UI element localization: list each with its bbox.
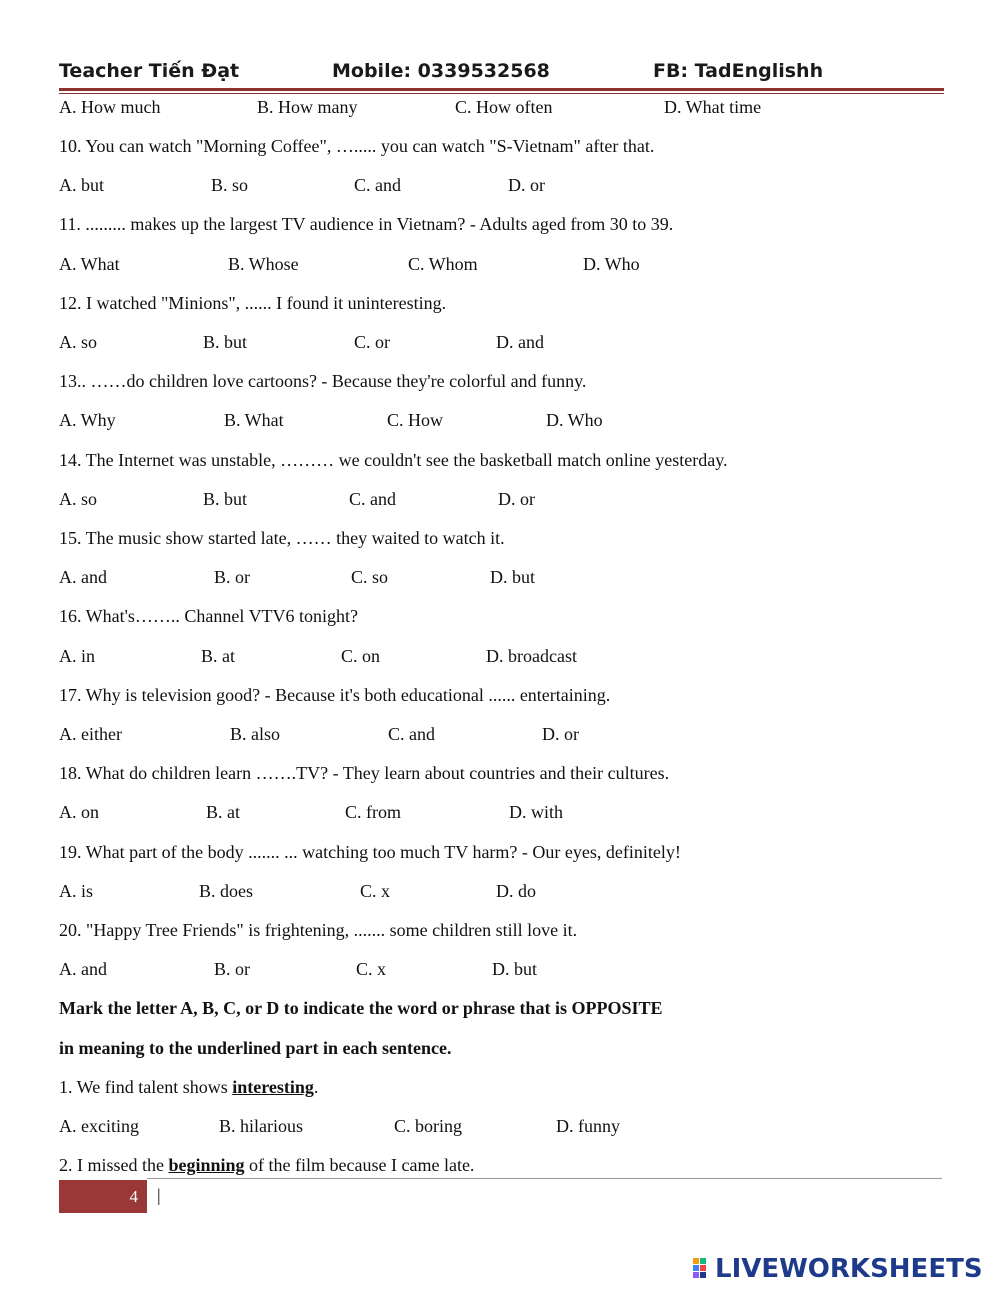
option[interactable]: A. in <box>59 646 95 666</box>
option[interactable]: D. with <box>509 802 563 822</box>
footer-divider <box>147 1178 942 1179</box>
header-divider-thin <box>59 93 944 94</box>
option[interactable]: B. hilarious <box>219 1116 303 1136</box>
question-text <box>59 1075 318 1099</box>
question-text: 18. What do children learn …….TV? - They learn about countries and their cultures. <box>59 763 670 783</box>
option[interactable]: D. or <box>542 724 579 744</box>
footer-separator: | <box>157 1185 161 1205</box>
option[interactable]: D. What time <box>664 97 762 117</box>
question-text: 12. I watched "Minions", ...... I found it uninteresting. <box>59 293 447 313</box>
question-text: 19. What part of the body ....... ... watching too much TV harm? - Our eyes, definitely! <box>59 842 681 862</box>
option[interactable]: A. but <box>59 175 104 195</box>
option[interactable]: C. boring <box>394 1116 463 1136</box>
question-lead: 2. I missed the <box>59 1155 169 1175</box>
question-text: 20. "Happy Tree Friends" is frightening, ....... some children still love it. <box>59 920 578 940</box>
option[interactable]: D. but <box>490 567 535 587</box>
option[interactable]: B. How many <box>257 97 358 117</box>
question-lead: 1. We find talent shows <box>59 1077 233 1097</box>
teacher-name: Teacher Tiến Đạt <box>59 60 240 82</box>
option[interactable]: A. is <box>59 881 94 901</box>
option[interactable]: C. so <box>351 567 389 587</box>
option[interactable]: D. Who <box>546 410 603 430</box>
option[interactable]: B. at <box>201 646 235 666</box>
option[interactable]: B. does <box>199 881 253 901</box>
option[interactable]: B. but <box>203 332 248 352</box>
option[interactable]: A. so <box>59 332 98 352</box>
option[interactable]: D. broadcast <box>486 646 577 666</box>
option[interactable]: D. do <box>496 881 536 901</box>
option[interactable]: C. Whom <box>408 254 478 274</box>
option[interactable]: A. and <box>59 567 107 587</box>
option[interactable]: C. x <box>356 959 387 979</box>
option[interactable]: A. What <box>59 254 120 274</box>
option[interactable]: D. but <box>492 959 537 979</box>
option[interactable]: C. and <box>388 724 435 744</box>
option[interactable]: B. Whose <box>228 254 299 274</box>
section-instruction: Mark the letter A, B, C, or D to indicate the word or phrase that is OPPOSITE <box>59 998 663 1018</box>
option[interactable]: C. or <box>354 332 390 352</box>
option[interactable]: A. on <box>59 802 99 822</box>
question-text: 10. You can watch "Morning Coffee", …..... you can watch "S-Vietnam" after that. <box>59 136 655 156</box>
option[interactable]: B. or <box>214 959 250 979</box>
section-instruction-cont: in meaning to the underlined part in each sentence. <box>59 1038 452 1058</box>
page-header <box>59 60 944 88</box>
underlined-word: interesting <box>232 1077 314 1097</box>
underlined-word: beginning <box>168 1155 245 1175</box>
question-text: 11. ......... makes up the largest TV audience in Vietnam? - Adults aged from 30 to 39. <box>59 214 674 234</box>
option[interactable]: C. from <box>345 802 401 822</box>
option[interactable]: A. exciting <box>59 1116 139 1136</box>
option[interactable]: A. How much <box>59 97 161 117</box>
mobile-number: Mobile: 0339532568 <box>332 60 550 82</box>
option[interactable]: D. Who <box>583 254 640 274</box>
option[interactable]: B. or <box>214 567 250 587</box>
question-text: 15. The music show started late, …… they waited to watch it. <box>59 528 505 548</box>
page-number: 4 <box>59 1180 147 1213</box>
option[interactable]: A. either <box>59 724 122 744</box>
option[interactable]: D. funny <box>556 1116 620 1136</box>
question-tail: . <box>313 1077 319 1097</box>
question-text: 14. The Internet was unstable, ……… we couldn't see the basketball match online yesterday. <box>59 450 728 470</box>
option[interactable]: B. What <box>224 410 284 430</box>
facebook-handle: FB: TadEnglishh <box>653 60 824 82</box>
option[interactable]: C. and <box>349 489 396 509</box>
question-text: 13.. ……do children love cartoons? - Because they're colorful and funny. <box>59 371 587 391</box>
header-divider <box>59 88 944 91</box>
question-tail: of the film because I came late. <box>244 1155 475 1175</box>
question-text: 16. What's…….. Channel VTV6 tonight? <box>59 606 359 626</box>
option[interactable]: A. so <box>59 489 98 509</box>
option[interactable]: C. How often <box>455 97 553 117</box>
question-text: 17. Why is television good? - Because it's both educational ...... entertaining. <box>59 685 611 705</box>
option[interactable]: D. or <box>508 175 545 195</box>
option[interactable]: C. and <box>354 175 401 195</box>
option[interactable]: C. How <box>387 410 444 430</box>
option[interactable]: B. also <box>230 724 281 744</box>
option[interactable]: B. but <box>203 489 248 509</box>
liveworksheets-wordmark: LIVEWORKSHEETS <box>715 1254 983 1284</box>
option[interactable]: D. or <box>498 489 535 509</box>
option[interactable]: B. so <box>211 175 249 195</box>
option[interactable]: A. and <box>59 959 107 979</box>
question-text <box>59 1153 474 1177</box>
option[interactable]: D. and <box>496 332 544 352</box>
option[interactable]: C. on <box>341 646 381 666</box>
option[interactable]: A. Why <box>59 410 116 430</box>
liveworksheets-icon <box>693 1258 713 1280</box>
option[interactable]: C. x <box>360 881 391 901</box>
option[interactable]: B. at <box>206 802 240 822</box>
